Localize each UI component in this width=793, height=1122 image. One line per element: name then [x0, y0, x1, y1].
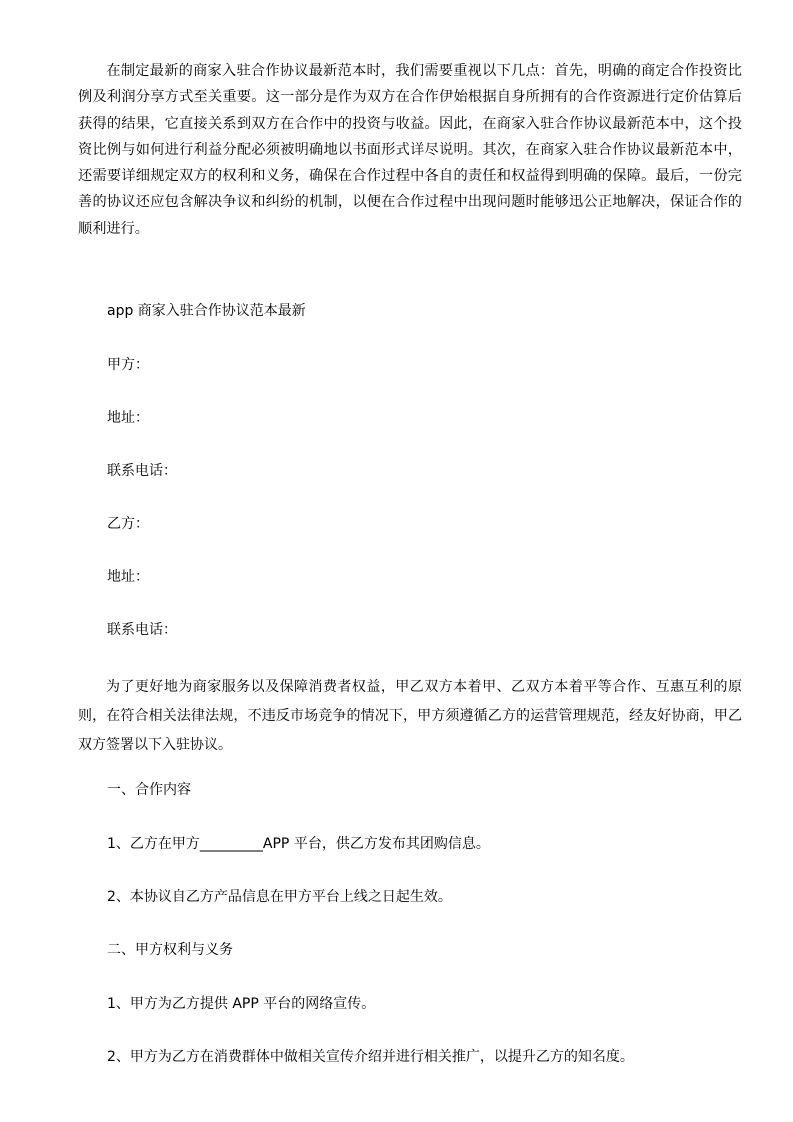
- section-2-item-2: 2、甲方为乙方在消费群体中做相关宣传介绍并进行相关推广，以提升乙方的知名度。: [107, 1049, 634, 1065]
- document-title: app 商家入驻合作协议范本最新: [107, 303, 306, 319]
- section-2-heading: 二、甲方权利与义务: [107, 942, 233, 958]
- section-1-item-1: 1、乙方在甲方_________APP 平台，供乙方发布其团购信息。: [107, 836, 490, 852]
- preamble-paragraph: 为了更好地为商家服务以及保障消费者权益，甲乙双方本着甲、乙双方本着平等合作、互惠互利的原则，在符合相关法律法规，不违反市场竞争的情况下，甲方须遵循乙方的运营管理规范，经友好协商，甲乙双方签署以下入驻协议。: [78, 679, 742, 753]
- party-b-label: 乙方：: [107, 516, 149, 532]
- party-a-label: 甲方：: [107, 357, 149, 373]
- section-1-heading: 一、合作内容: [107, 782, 191, 798]
- party-a-phone-label: 联系电话：: [107, 463, 177, 479]
- section-1-item-2: 2、本协议自乙方产品信息在甲方平台上线之日起生效。: [107, 889, 452, 905]
- party-b-address-label: 地址：: [107, 569, 149, 585]
- party-a-address-label: 地址：: [107, 410, 149, 426]
- section-2-item-1: 1、甲方为乙方提供 APP 平台的网络宣传。: [107, 996, 376, 1012]
- party-b-phone-label: 联系电话：: [107, 622, 177, 638]
- intro-paragraph: 在制定最新的商家入驻合作协议最新范本时，我们需要重视以下几点：首先，明确的商定合作投资比例及利润分享方式至关重要。这一部分是作为双方在合作伊始根据自身所拥有的合作资源进行定价估算后获得的结果，它直接关系到双方在合作中的投资与收益。因此，在商家入驻合作协议最新范本中，这个投资比例与如何进行利益分配必须被明确地以书面形式详尽说明。其次，在商家入驻合作协议最新范本中，还需要详细规定双方的权利和义务，确保在合作过程中各自的责任和权益得到明确的保障。最后，一份完善的协议还应包含解决争议和纠纷的机制，以便在合作过程中出现问题时能够迅公正地解决，保证合作的顺利进行。: [78, 63, 742, 237]
